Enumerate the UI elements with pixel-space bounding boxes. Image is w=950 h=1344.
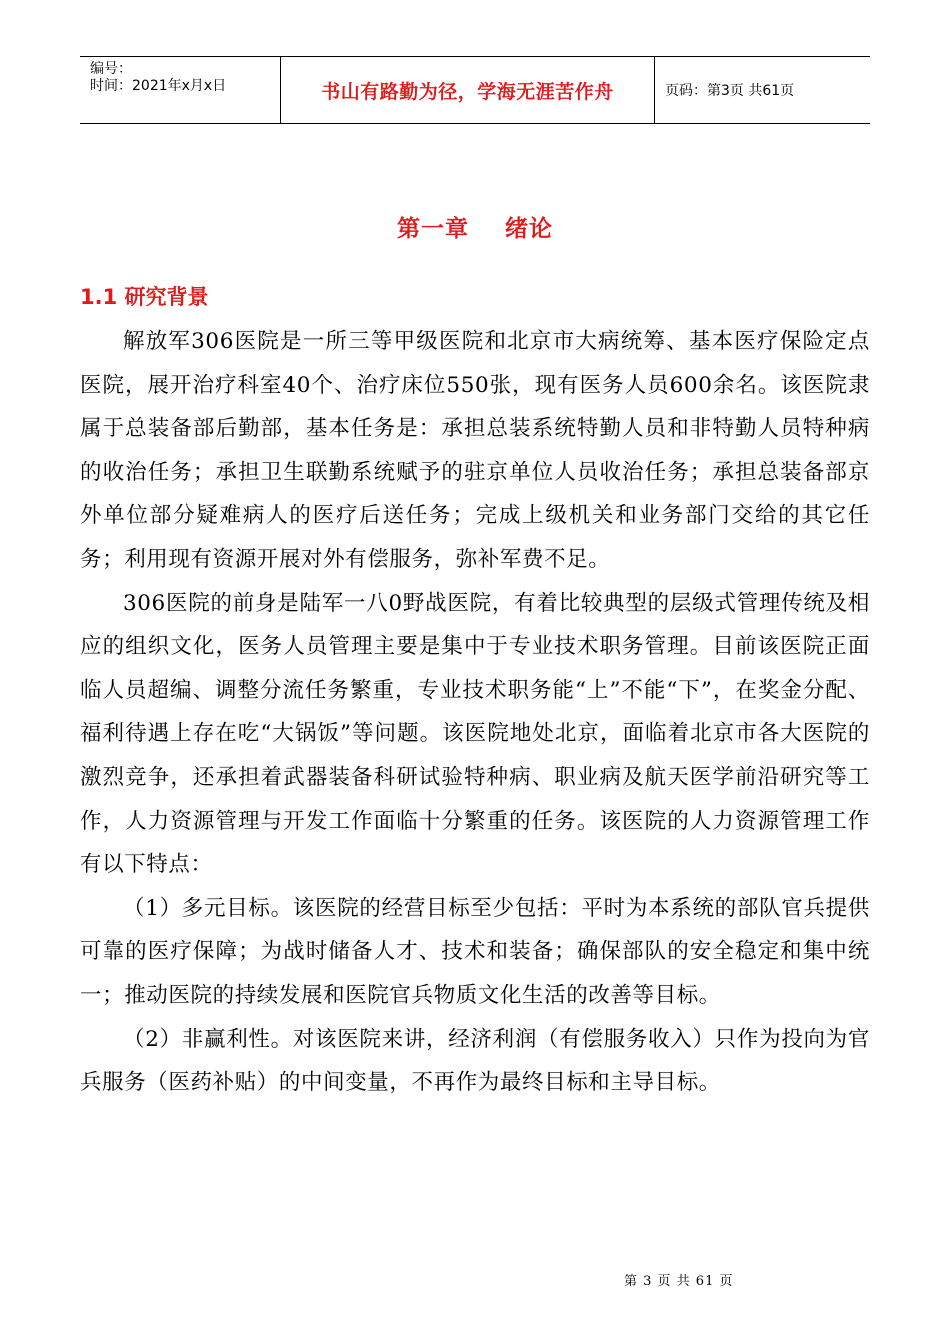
paragraph: （2）非赢利性。对该医院来讲，经济利润（有偿服务收入）只作为投向为官兵服务（医药补贴）的中间变量，不再作为最终目标和主导目标。 [80,1026,870,1096]
header-motto-cell [281,57,655,123]
header-meta-cell [80,57,281,123]
page-header [80,56,870,124]
header-motto: 书山有路勤为径，学海无涯苦作舟 [321,80,614,103]
paragraph: （1）多元目标。该医院的经营目标至少包括：平时为本系统的部队官兵提供可靠的医疗保障；为战时储备人才、技术和装备；确保部队的安全稳定和集中统一；推动医院的持续发展和医院官兵物质文化生活的改善等目标。 [80,895,870,1008]
document-number-label: 编号： [90,61,132,77]
section-title: 1.1 研究背景 [80,285,209,309]
header-page-info: 页码：第3页 共61页 [665,83,795,99]
paragraph: 306医院的前身是陆军一八0野战医院，有着比较典型的层级式管理传统及相应的组织文化，医务人员管理主要是集中于专业技术职务管理。目前该医院正面临人员超编、调整分流任务繁重，专业技术职务能“上”不能“下”，在奖金分配、福利待遇上存在吃“大锅饭”等问题。该医院地处北京，面临着北京市各大医院的激烈竞争，还承担着武器装备科研试验特种病、职业病及航天医学前沿研究等工作，人力资源管理与开发工作面临十分繁重的任务。该医院的人力资源管理工作有以下特点： [80,590,870,878]
document-date: 时间：2021年x月x日 [90,78,227,94]
chapter-title: 第一章 绪论 [396,216,554,242]
header-page-cell [655,57,870,123]
body-text [80,320,870,1105]
paragraph: 解放军306医院是一所三等甲级医院和北京市大病统筹、基本医疗保险定点医院，展开治疗科室40个、治疗床位550张，现有医务人员600余名。该医院隶属于总装备部后勤部，基本任务是：承担总装系统特勤人员和非特勤人员特种病的收治任务；承担卫生联勤系统赋予的驻京单位人员收治任务；承担总装备部京外单位部分疑难病人的医疗后送任务；完成上级机关和业务部门交给的其它任务；利用现有资源开展对外有偿服务，弥补军费不足。 [80,329,870,572]
page-footer: 第 3 页 共 61 页 [624,1274,734,1289]
